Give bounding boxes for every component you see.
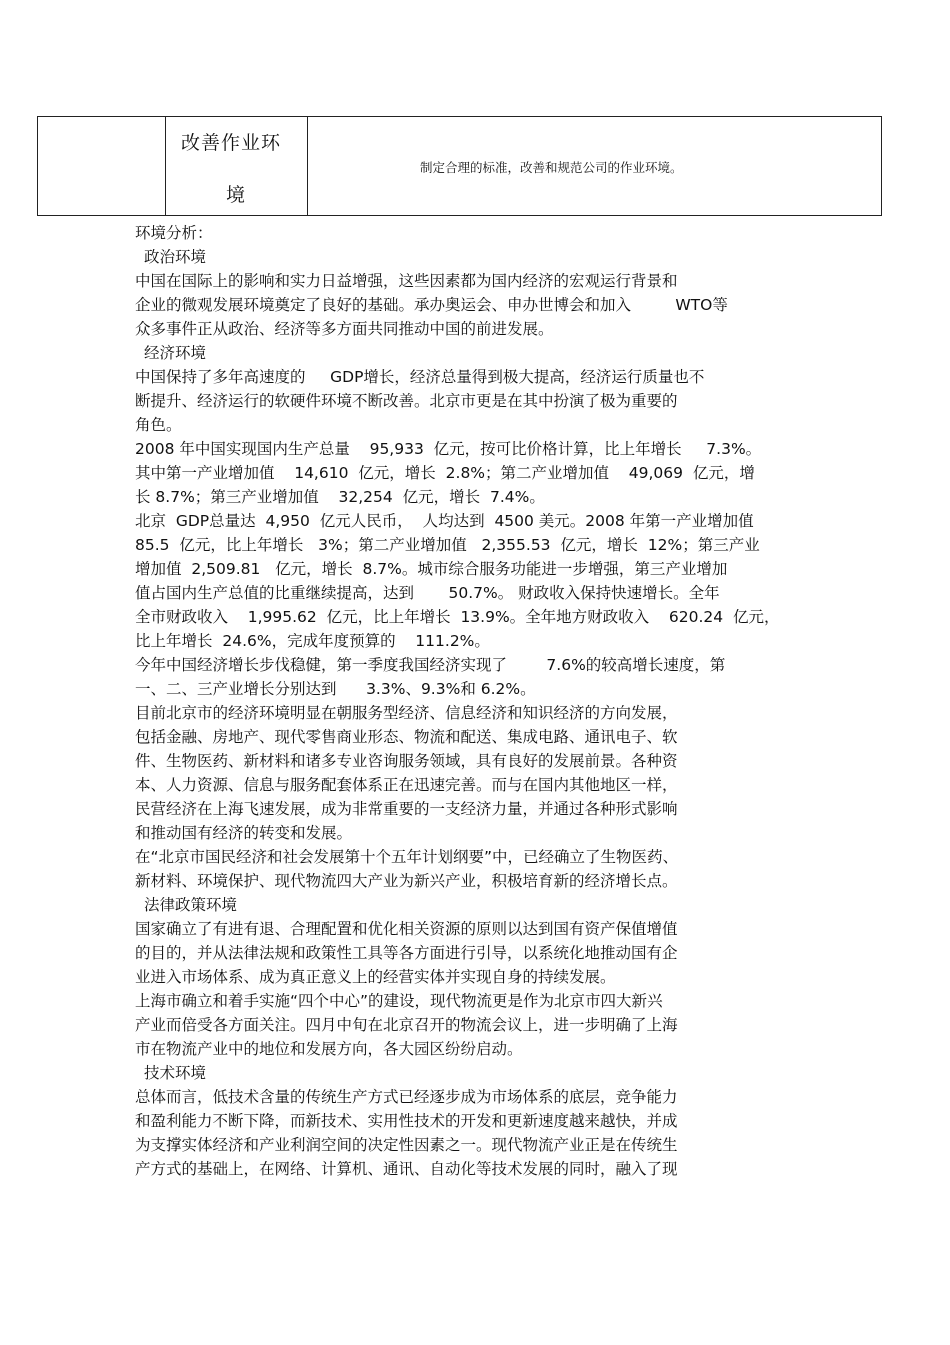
paragraph-line: 中国在国际上的影响和实力日益增强，这些因素都为国内经济的宏观运行背景和 <box>135 272 678 290</box>
paragraph-line: 角色。 <box>135 416 182 434</box>
paragraph-line: 长 8.7%；第三产业增加值 32,254 亿元，增长 7.4%。 <box>135 488 545 506</box>
paragraph-line: 中国保持了多年高速度的 GDP增长，经济总量得到极大提高，经济运行质量也不 <box>135 368 705 386</box>
section-heading-economic: 经济环境 <box>144 344 207 362</box>
item-description: 制定合理的标准，改善和规范公司的作业环境。 <box>420 160 683 175</box>
paragraph-line: 值占国内生产总值的比重继续提高，达到 50.7%。 财政收入保持快速增长。全年 <box>135 584 720 602</box>
item-title-line1: 改善作业环 <box>181 132 282 154</box>
paragraph-line: 85.5 亿元，比上年增长 3%；第二产业增加值 2,355.53 亿元，增长 12%；第三产业 <box>135 536 760 554</box>
paragraph-line: 全市财政收入 1,995.62 亿元，比上年增长 13.9%。全年地方财政收入 620.24 亿元， <box>135 608 780 626</box>
paragraph-line: 2008 年中国实现国内生产总量 95,933 亿元，按可比价格计算，比上年增长 7.3%。 <box>135 440 762 458</box>
paragraph-line: 一、二、三产业增长分别达到 3.3%、9.3%和 6.2%。 <box>135 680 536 698</box>
table-cell-item <box>166 117 308 215</box>
section-heading-legal: 法律政策环境 <box>144 896 238 914</box>
paragraph-line: 上海市确立和着手实施“四个中心”的建设，现代物流更是作为北京市四大新兴 <box>135 992 663 1010</box>
paragraph-line: 的目的，并从法律法规和政策性工具等各方面进行引导，以系统化地推动国有企 <box>135 944 678 962</box>
document-body <box>135 221 835 1181</box>
paragraph-line: 民营经济在上海飞速发展，成为非常重要的一支经济力量，并通过各种形式影响 <box>135 800 678 818</box>
table-cell-empty <box>38 117 166 215</box>
paragraph-line: 其中第一产业增加值 14,610 亿元，增长 2.8%；第二产业增加值 49,069 亿元，增 <box>135 464 755 482</box>
paragraph-line: 众多事件正从政治、经济等多方面共同推动中国的前进发展。 <box>135 320 554 338</box>
paragraph-line: 和盈利能力不断下降，而新技术、实用性技术的开发和更新速度越来越快，并成 <box>135 1112 678 1130</box>
paragraph-line: 在“北京市国民经济和社会发展第十个五年计划纲要”中，已经确立了生物医药、 <box>135 848 679 866</box>
paragraph-line: 产方式的基础上，在网络、计算机、通讯、自动化等技术发展的同时，融入了现 <box>135 1160 678 1178</box>
heading-environment-analysis: 环境分析： <box>135 224 213 242</box>
paragraph-line: 目前北京市的经济环境明显在朝服务型经济、信息经济和知识经济的方向发展， <box>135 704 678 722</box>
paragraph-line: 业进入市场体系、成为真正意义上的经营实体并实现自身的持续发展。 <box>135 968 616 986</box>
paragraph-line: 产业而倍受各方面关注。四月中旬在北京召开的物流会议上，进一步明确了上海 <box>135 1016 678 1034</box>
paragraph-line: 比上年增长 24.6%，完成年度预算的 111.2%。 <box>135 632 490 650</box>
paragraph-line: 今年中国经济增长步伐稳健，第一季度我国经济实现了 7.6%的较高增长速度，第 <box>135 656 726 674</box>
paragraph-line: 为支撑实体经济和产业利润空间的决定性因素之一。现代物流产业正是在传统生 <box>135 1136 678 1154</box>
paragraph-line: 增加值 2,509.81 亿元，增长 8.7%。城市综合服务功能进一步增强，第三产业增加 <box>135 560 728 578</box>
paragraph-line: 断提升、经济运行的软硬件环境不断改善。北京市更是在其中扮演了极为重要的 <box>135 392 678 410</box>
item-title-line2: 境 <box>226 184 246 206</box>
section-heading-political: 政治环境 <box>144 248 207 266</box>
table-cell-description <box>308 117 881 215</box>
paragraph-line: 北京 GDP总量达 4,950 亿元人民币， 人均达到 4500 美元。2008 年第一产业增加值 <box>135 512 754 530</box>
paragraph-line: 企业的微观发展环境奠定了良好的基础。承办奥运会、申办世博会和加入 WTO等 <box>135 296 728 314</box>
paragraph-line: 本、人力资源、信息与服务配套体系正在迅速完善。而与在国内其他地区一样， <box>135 776 678 794</box>
paragraph-line: 总体而言，低技术含量的传统生产方式已经逐步成为市场体系的底层，竞争能力 <box>135 1088 678 1106</box>
section-heading-technology: 技术环境 <box>144 1064 207 1082</box>
paragraph-line: 国家确立了有进有退、合理配置和优化相关资源的原则以达到国有资产保值增值 <box>135 920 678 938</box>
paragraph-line: 件、生物医药、新材料和诸多专业咨询服务领域，具有良好的发展前景。各种资 <box>135 752 678 770</box>
goal-table <box>37 116 882 216</box>
paragraph-line: 新材料、环境保护、现代物流四大产业为新兴产业，积极培育新的经济增长点。 <box>135 872 678 890</box>
paragraph-line: 市在物流产业中的地位和发展方向，各大园区纷纷启动。 <box>135 1040 523 1058</box>
paragraph-line: 和推动国有经济的转变和发展。 <box>135 824 353 842</box>
paragraph-line: 包括金融、房地产、现代零售商业形态、物流和配送、集成电路、通讯电子、软 <box>135 728 678 746</box>
